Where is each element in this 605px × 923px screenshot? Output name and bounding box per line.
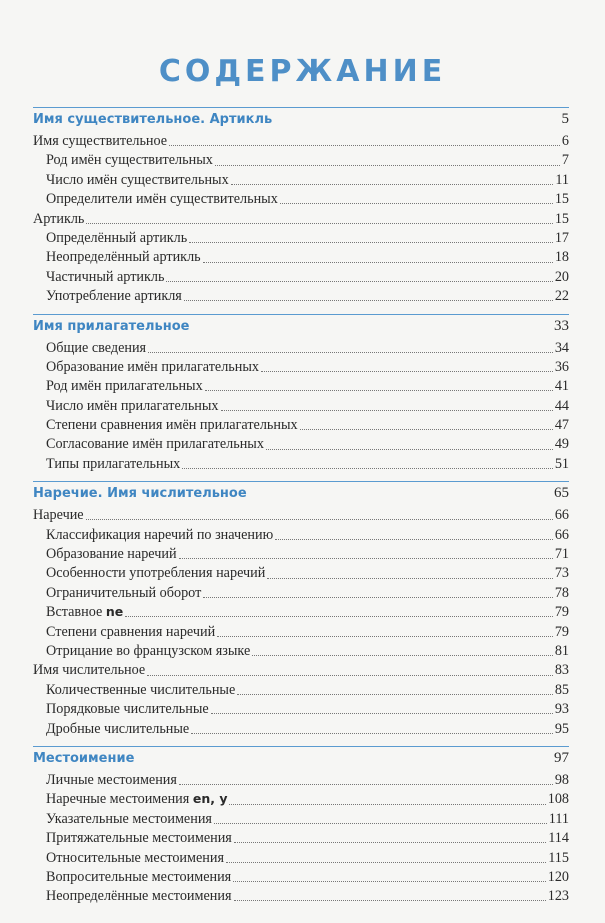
entry-page-number: 81 (554, 642, 569, 659)
section-heading[interactable] (33, 485, 569, 507)
toc-entry[interactable] (33, 624, 569, 643)
entry-text: Неопределённый артикль (46, 249, 201, 266)
entry-title (46, 172, 229, 189)
dot-leader (182, 468, 553, 469)
entry-page-number: 73 (554, 565, 569, 582)
dot-leader (226, 862, 546, 863)
entry-title (46, 340, 146, 357)
entry-title (46, 378, 203, 395)
entry-page-number: 78 (554, 584, 569, 601)
entry-text: Согласование имён прилагательных (46, 436, 264, 453)
entry-page-number: 95 (554, 720, 569, 737)
entry-title (46, 869, 231, 886)
entry-title (46, 830, 232, 847)
section-page-number: 5 (561, 111, 569, 127)
entry-title (46, 249, 201, 266)
entry-text: Артикль (33, 210, 85, 227)
dot-leader (184, 300, 553, 301)
dot-leader (169, 145, 560, 146)
toc-entry[interactable] (33, 565, 569, 584)
entry-text: Отрицание во французском языке (46, 642, 251, 659)
entry-title (46, 398, 219, 415)
section-page-number: 97 (554, 749, 569, 766)
entry-page-number: 6 (561, 133, 569, 149)
dot-leader (191, 733, 553, 734)
dot-leader (125, 616, 553, 617)
entry-page-number: 20 (554, 268, 569, 285)
toc-entry[interactable] (33, 604, 569, 623)
dot-leader (86, 519, 553, 520)
dot-leader (86, 223, 552, 224)
entry-page-number: 111 (548, 810, 569, 827)
toc-entry[interactable] (33, 249, 569, 268)
entry-title (33, 211, 84, 228)
entry-page-number: 49 (554, 436, 569, 453)
entry-text: Ограничительный оборот (46, 584, 202, 601)
dot-leader (148, 352, 553, 353)
entry-title (33, 133, 167, 150)
dot-leader (234, 900, 546, 901)
entry-text: Дробные числительные (46, 720, 190, 737)
entry-page-number: 7 (561, 152, 569, 169)
toc-entry[interactable] (33, 133, 569, 152)
entry-text: Относительные местоимения (46, 849, 225, 866)
entry-title (46, 546, 177, 563)
entry-page-number: 83 (554, 662, 569, 679)
dot-leader (217, 636, 553, 637)
entry-page-number: 120 (547, 868, 569, 885)
toc-entry[interactable] (33, 662, 569, 681)
entry-text: Число имён существительных (46, 171, 229, 188)
entry-text: Неопределённые местоимения (46, 888, 232, 905)
toc-entry[interactable] (33, 850, 569, 869)
dot-leader (300, 429, 553, 430)
entry-title (46, 682, 235, 699)
toc-entry[interactable] (33, 359, 569, 378)
entry-page-number: 36 (554, 358, 569, 375)
entry-title (46, 359, 259, 376)
toc-entry[interactable] (33, 701, 569, 720)
table-of-contents (33, 107, 569, 914)
toc-entry[interactable] (33, 269, 569, 288)
toc-entry[interactable] (33, 191, 569, 210)
toc-section (33, 481, 569, 740)
section-title: Наречие. Имя числительное (33, 486, 247, 502)
entry-title (46, 288, 182, 305)
dot-leader (229, 804, 545, 805)
entry-text: Вопросительные местоимения (46, 868, 232, 885)
dot-leader (237, 694, 553, 695)
toc-entry[interactable] (33, 585, 569, 604)
entry-title (46, 191, 278, 208)
entry-text: Указательные местоимения (46, 810, 212, 827)
dot-leader (203, 262, 553, 263)
entry-text: Личные местоимения (46, 771, 177, 788)
entry-page-number: 85 (554, 681, 569, 698)
section-page-number: 33 (554, 317, 569, 334)
dot-leader (215, 165, 560, 166)
entry-page-number: 17 (554, 229, 569, 246)
dot-leader (211, 713, 553, 714)
entry-text: Общие сведения (46, 339, 147, 356)
dot-leader (233, 881, 546, 882)
entry-title (46, 269, 164, 286)
toc-entry[interactable] (33, 152, 569, 171)
entry-page-number: 114 (548, 830, 569, 847)
section-heading[interactable] (33, 318, 569, 340)
dot-leader (221, 410, 553, 411)
entry-text: Степени сравнения имён прилагательных (46, 417, 298, 434)
toc-section (33, 314, 569, 476)
entry-text: Определители имён существительных (46, 191, 278, 208)
entry-page-number: 66 (554, 526, 569, 543)
entry-text: Порядковые числительные (46, 701, 209, 718)
entry-page-number: 79 (554, 604, 569, 621)
dot-leader (179, 558, 553, 559)
section-title: Имя прилагательное (33, 318, 190, 334)
dot-leader (261, 371, 553, 372)
entry-text: Частичный артикль (46, 268, 165, 285)
toc-entry[interactable] (33, 682, 569, 701)
dot-leader (203, 597, 553, 598)
entry-text: Употребление артикля (46, 288, 182, 305)
entry-title (46, 527, 273, 544)
entry-title (46, 791, 227, 808)
entry-text: Особенности употребления наречий (46, 565, 266, 582)
entry-title (33, 662, 145, 679)
entry-text: Число имён прилагательных (46, 397, 219, 414)
entry-text: Определённый артикль (46, 229, 188, 246)
entry-page-number: 11 (555, 171, 569, 188)
entry-page-number: 93 (554, 701, 569, 718)
entry-text: Имя существительное (33, 133, 168, 149)
toc-entry[interactable] (33, 378, 569, 397)
toc-entry[interactable] (33, 211, 569, 230)
entry-page-number: 71 (554, 546, 569, 563)
dot-leader (267, 578, 552, 579)
toc-entry[interactable] (33, 791, 569, 810)
toc-entry[interactable] (33, 721, 569, 740)
toc-entry[interactable] (33, 456, 569, 475)
entry-term: ne (105, 604, 124, 620)
entry-title (46, 643, 250, 660)
toc-entry[interactable] (33, 869, 569, 888)
dot-leader (280, 203, 553, 204)
dot-leader (147, 675, 553, 676)
entry-page-number: 44 (554, 397, 569, 414)
entry-page-number: 98 (554, 771, 569, 788)
toc-entry[interactable] (33, 888, 569, 907)
toc-entry[interactable] (33, 398, 569, 417)
entry-text: Количественные числительные (46, 681, 236, 698)
entry-page-number: 18 (554, 249, 569, 266)
entry-title (33, 507, 84, 524)
entry-text: Род имён прилагательных (46, 378, 203, 395)
toc-entry[interactable] (33, 546, 569, 565)
entry-page-number: 47 (554, 417, 569, 434)
entry-text: Образование имён прилагательных (46, 358, 259, 375)
page-title: СОДЕРЖАНИЕ (158, 54, 447, 90)
dot-leader (252, 655, 553, 656)
entry-title (46, 565, 265, 582)
section-title: Местоимение (33, 750, 135, 766)
entry-title (46, 624, 215, 641)
dot-leader (179, 784, 553, 785)
entry-title (46, 585, 201, 602)
dot-leader (231, 184, 554, 185)
toc-entry[interactable] (33, 772, 569, 791)
entry-title (46, 701, 209, 718)
entry-term: en, y (192, 791, 228, 807)
toc-entry[interactable] (33, 643, 569, 662)
entry-page-number: 115 (548, 849, 569, 866)
dot-leader (205, 390, 553, 391)
entry-page-number: 66 (554, 507, 569, 524)
entry-title (46, 436, 264, 453)
entry-page-number: 22 (554, 288, 569, 305)
entry-title (46, 721, 189, 738)
dot-leader (234, 842, 546, 843)
entry-title (46, 152, 213, 169)
entry-title (46, 456, 180, 473)
toc-entry[interactable] (33, 288, 569, 307)
section-title: Имя существительное. Артикль (33, 112, 273, 127)
entry-text: Род имён существительных (46, 152, 213, 169)
entry-page-number: 15 (554, 191, 569, 208)
entry-title (46, 230, 187, 247)
entry-title (46, 417, 298, 434)
entry-text: Наречные местоимения (46, 791, 190, 808)
entry-page-number: 15 (554, 210, 569, 227)
entry-title (46, 604, 123, 621)
toc-entry[interactable] (33, 172, 569, 191)
dot-leader (166, 281, 552, 282)
entry-page-number: 108 (547, 791, 569, 808)
entry-text: Степени сравнения наречий (46, 623, 216, 640)
toc-section (33, 746, 569, 908)
entry-text: Классификация наречий по значению (46, 526, 274, 543)
toc-entry[interactable] (33, 417, 569, 436)
entry-text: Притяжательные местоимения (46, 830, 232, 847)
entry-page-number: 34 (554, 339, 569, 356)
dot-leader (275, 539, 553, 540)
dot-leader (189, 242, 553, 243)
section-page-number: 65 (554, 485, 569, 502)
entry-page-number: 41 (554, 378, 569, 395)
toc-entry[interactable] (33, 340, 569, 359)
toc-entry[interactable] (33, 830, 569, 849)
entry-text: Наречие (33, 507, 84, 524)
entry-title (46, 888, 232, 905)
toc-entry[interactable] (33, 507, 569, 526)
entry-title (46, 850, 224, 867)
toc-entry[interactable] (33, 230, 569, 249)
entry-text: Типы прилагательных (46, 455, 181, 472)
dot-leader (214, 823, 547, 824)
entry-text: Вставное (46, 604, 103, 621)
entry-page-number: 51 (554, 455, 569, 472)
dot-leader (266, 449, 553, 450)
entry-title (46, 772, 177, 789)
toc-entry[interactable] (33, 811, 569, 830)
entry-title (46, 811, 212, 828)
entry-page-number: 123 (547, 888, 569, 905)
entry-page-number: 79 (554, 623, 569, 640)
entry-text: Образование наречий (46, 546, 177, 563)
toc-section (33, 107, 569, 308)
toc-entry[interactable] (33, 436, 569, 455)
section-heading[interactable] (33, 111, 569, 133)
entry-text: Имя числительное (33, 662, 146, 679)
section-heading[interactable] (33, 750, 569, 772)
toc-entry[interactable] (33, 527, 569, 546)
